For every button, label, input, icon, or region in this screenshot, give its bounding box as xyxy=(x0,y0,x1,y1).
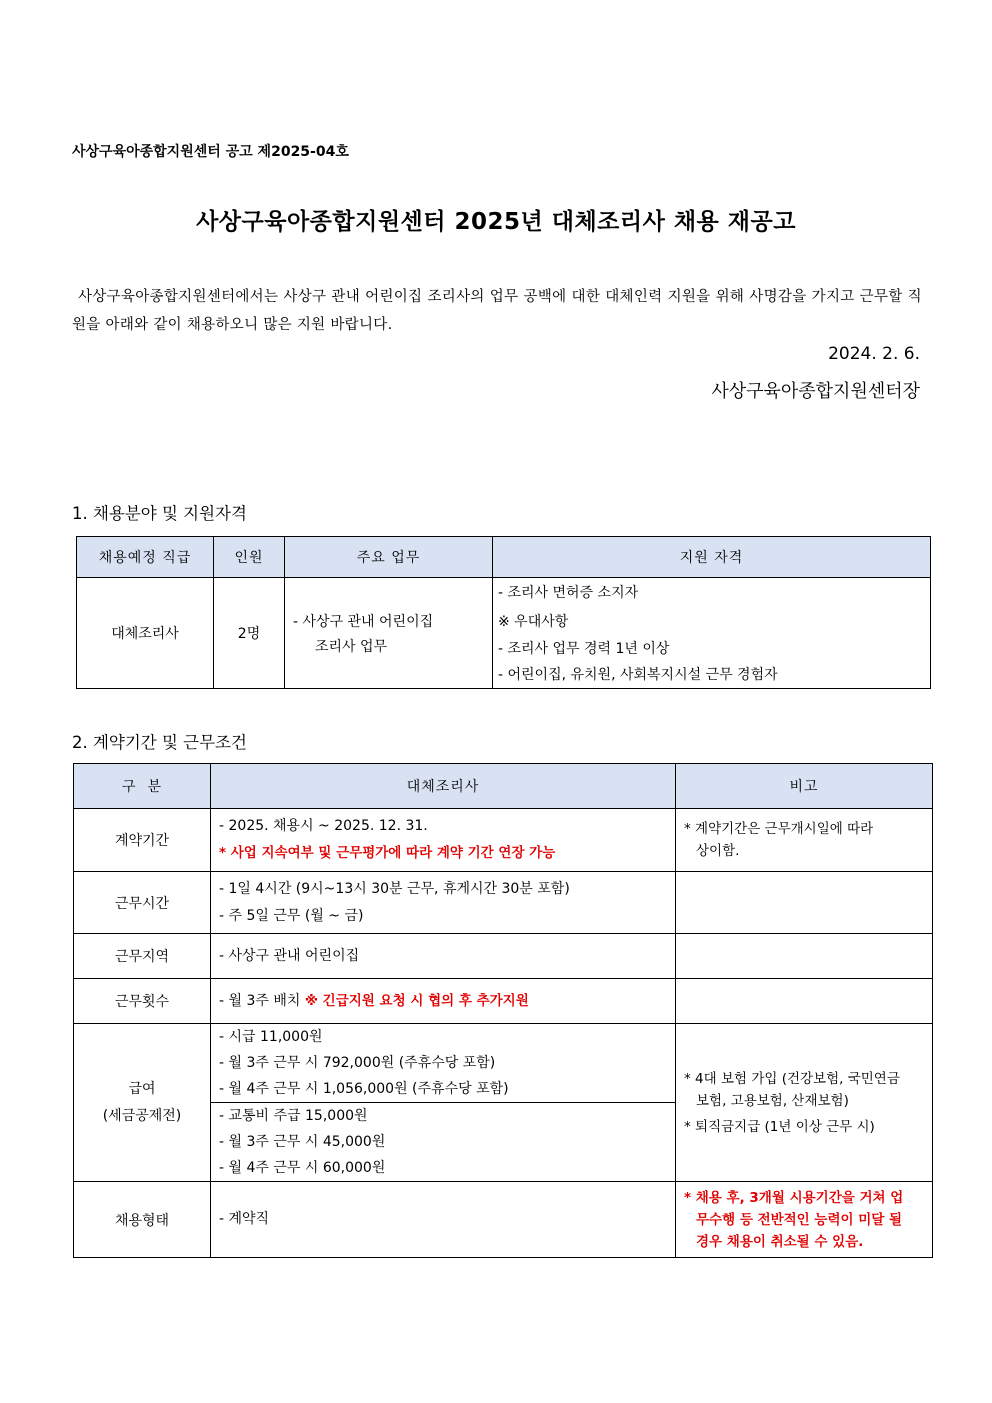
transport-cell xyxy=(211,1103,676,1182)
area-remark xyxy=(676,934,933,979)
table-row xyxy=(74,809,933,872)
table-row xyxy=(77,578,931,689)
emergency-support-note: ※ 긴급지원 요청 시 협의 후 추가지원 xyxy=(304,992,529,1009)
table-row xyxy=(74,1182,933,1258)
position-cell: 대체조리사 xyxy=(77,578,214,689)
remark-line: * 퇴직금지급 (1년 이상 근무 시) xyxy=(684,1118,875,1135)
pay-remark xyxy=(676,1024,933,1182)
wage-line: - 시급 11,000원 xyxy=(219,1029,323,1045)
contract-remark xyxy=(676,809,933,872)
section2-title: 2. 계약기간 및 근무조건 xyxy=(72,733,247,752)
recruitment-table xyxy=(76,536,931,689)
header-count: 인원 xyxy=(214,537,285,578)
frequency-cell xyxy=(211,979,676,1024)
duty-line: - 사상구 관내 어린이집 xyxy=(293,613,434,630)
pay-label-line: (세금공제전) xyxy=(102,1107,182,1124)
contract-cell xyxy=(211,809,676,872)
header-duty: 주요 업무 xyxy=(285,537,493,578)
duty-cell xyxy=(285,578,493,689)
hours-line: - 1일 4시간 (9시~13시 30분 근무, 휴게시간 30분 포함) xyxy=(219,880,570,897)
remark-line: 보험, 고용보험, 산재보험) xyxy=(696,1092,849,1109)
qualification-line: - 어린이집, 유치원, 사회복지시설 근무 경험자 xyxy=(498,667,778,683)
type-cell xyxy=(211,1182,676,1258)
header-qualification: 지원 자격 xyxy=(493,537,931,578)
area-line: - 사상구 관내 어린이집 xyxy=(219,947,360,964)
notice-number: 사상구육아종합지원센터 공고 제2025-04호 xyxy=(72,144,349,160)
table-row xyxy=(74,872,933,934)
header-cook: 대체조리사 xyxy=(211,764,676,809)
contract-label: 계약기간 xyxy=(74,809,211,872)
remark-line: 상이함. xyxy=(696,843,740,859)
type-line: - 계약직 xyxy=(219,1211,270,1227)
hours-remark xyxy=(676,872,933,934)
qualification-line: - 조리사 업무 경력 1년 이상 xyxy=(498,641,670,657)
table-header-row xyxy=(74,764,933,809)
contract-extension-note: * 사업 지속여부 및 근무평가에 따라 계약 기간 연장 가능 xyxy=(219,845,556,861)
qualification-line: - 조리사 면허증 소지자 xyxy=(498,585,639,601)
frequency-label: 근무횟수 xyxy=(74,979,211,1024)
remark-line: * 채용 후, 3개월 시용기간을 거쳐 업 xyxy=(684,1189,904,1206)
remark-line: 경우 채용이 취소될 수 있음. xyxy=(696,1233,864,1250)
area-label: 근무지역 xyxy=(74,934,211,979)
transport-line: - 월 4주 근무 시 60,000원 xyxy=(219,1160,386,1176)
intro-paragraph: 사상구육아종합지원센터에서는 사상구 관내 어린이집 조리사의 업무 공백에 대한 대체인력 지원을 위해 사명감을 가지고 근무할 직원을 아래와 같이 채용하오니 많은 지원 바랍니다. xyxy=(72,289,922,333)
type-remark xyxy=(676,1182,933,1258)
header-category: 구 분 xyxy=(74,764,211,809)
preference-label: ※ 우대사항 xyxy=(498,614,569,630)
frequency-text: - 월 3주 배치 xyxy=(219,992,301,1009)
section1-title: 1. 채용분야 및 지원자격 xyxy=(72,504,247,523)
hours-line: - 주 5일 근무 (월 ~ 금) xyxy=(219,907,364,924)
transport-line: - 교통비 주급 15,000원 xyxy=(219,1108,368,1124)
header-position: 채용예정 직급 xyxy=(77,537,214,578)
frequency-line xyxy=(219,988,667,1015)
table-row xyxy=(74,1024,933,1103)
qualification-cell xyxy=(493,578,931,689)
remark-line: 무수행 등 전반적인 능력이 미달 될 xyxy=(696,1211,903,1228)
table-header-row xyxy=(77,537,931,578)
document-title: 사상구육아종합지원센터 2025년 대체조리사 채용 재공고 xyxy=(196,209,796,235)
issuer-name: 사상구육아종합지원센터장 xyxy=(711,381,920,402)
transport-line: - 월 3주 근무 시 45,000원 xyxy=(219,1134,386,1150)
header-remarks: 비고 xyxy=(676,764,933,809)
area-cell xyxy=(211,934,676,979)
contract-line: - 2025. 채용시 ~ 2025. 12. 31. xyxy=(219,818,428,834)
conditions-table xyxy=(73,763,933,1258)
pay-label xyxy=(74,1024,211,1182)
frequency-remark xyxy=(676,979,933,1024)
remark-line: * 4대 보험 가입 (건강보험, 국민연금 xyxy=(684,1070,900,1087)
wage-line: - 월 4주 근무 시 1,056,000원 (주휴수당 포함) xyxy=(219,1081,509,1097)
wage-cell xyxy=(211,1024,676,1103)
remark-line: * 계약기간은 근무개시일에 따라 xyxy=(684,821,874,837)
hours-cell xyxy=(211,872,676,934)
wage-line: - 월 3주 근무 시 792,000원 (주휴수당 포함) xyxy=(219,1055,496,1071)
hours-label: 근무시간 xyxy=(74,872,211,934)
table-row xyxy=(74,979,933,1024)
pay-label-line: 급여 xyxy=(128,1080,156,1097)
type-label: 채용형태 xyxy=(74,1182,211,1258)
count-cell: 2명 xyxy=(214,578,285,689)
duty-line: 조리사 업무 xyxy=(315,638,388,655)
table-row xyxy=(74,934,933,979)
notice-date: 2024. 2. 6. xyxy=(828,344,920,364)
